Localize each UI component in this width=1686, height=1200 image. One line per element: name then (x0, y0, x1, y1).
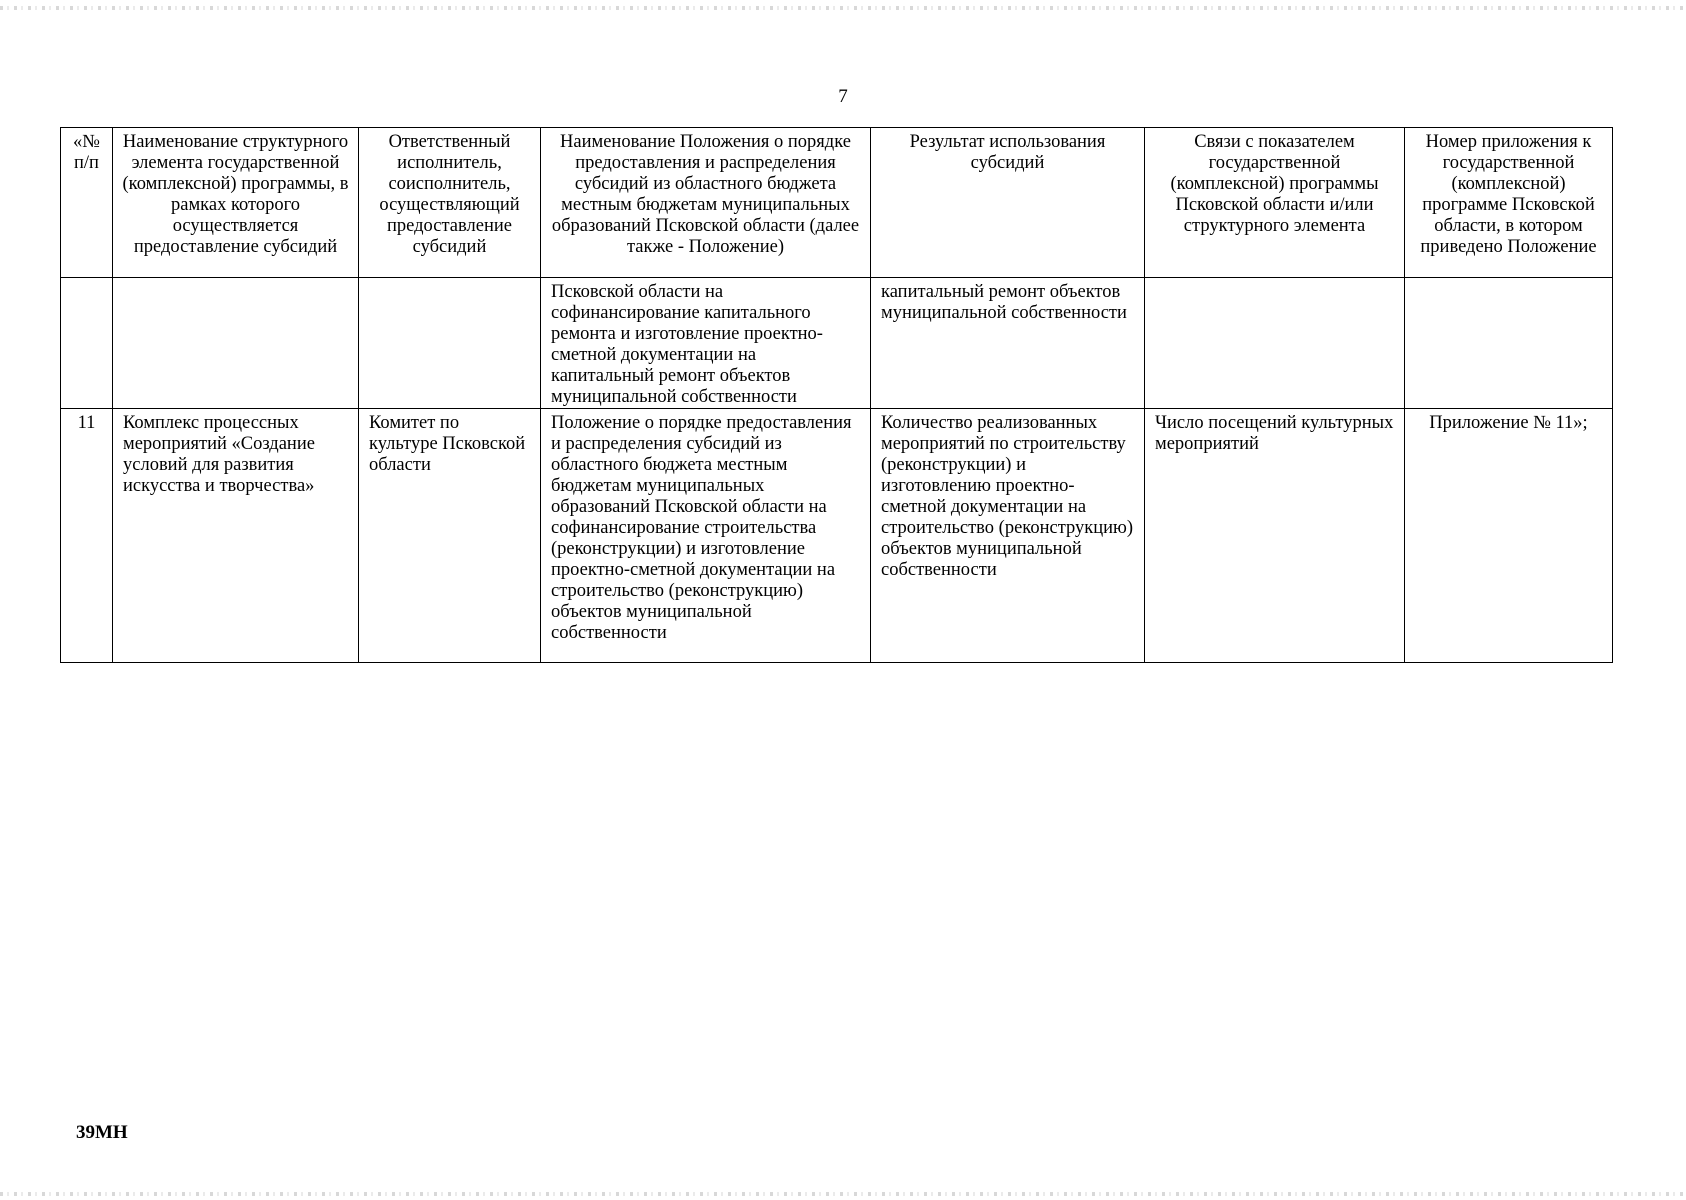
cell-indicator: Число посещений культурных мероприятий (1145, 409, 1405, 663)
header-indicator: Связи с показателем государственной (комплексной) программы Псковской области и/или структурного элемента (1145, 128, 1405, 278)
cell-regulation: Положение о порядке предоставления и распределения субсидий из областного бюджета местным бюджетам муниципальных образований Псковской области на софинансирование строительства (реконструкции) и изготовление проектно-сметной документации на строительство (реконструкцию) объектов муниципальной собственности (541, 409, 871, 663)
header-appendix: Номер приложения к государственной (комплексной) программе Псковской области, в котором приведено Положение (1405, 128, 1613, 278)
header-result: Результат использования субсидий (871, 128, 1145, 278)
cell-regulation: Псковской области на софинансирование капитального ремонта и изготовление проектно-сметной документации на капитальный ремонт объектов муниципальной собственности (541, 278, 871, 409)
scan-edge-bottom (0, 1192, 1686, 1196)
table-row (61, 409, 1613, 663)
cell-result: капитальный ремонт объектов муниципальной собственности (871, 278, 1145, 409)
cell-appendix: Приложение № 11»; (1405, 409, 1613, 663)
header-executor: Ответственный исполнитель, соисполнитель, осуществляющий предоставление субсидий (359, 128, 541, 278)
scan-edge-top (0, 6, 1686, 10)
header-element: Наименование структурного элемента государственной (комплексной) программы, в рамках которого осуществляется предоставление субсидий (113, 128, 359, 278)
cell-executor: Комитет по культуре Псковской области (359, 409, 541, 663)
cell-appendix (1405, 278, 1613, 409)
document-code: 39МН (76, 1122, 128, 1143)
cell-indicator (1145, 278, 1405, 409)
cell-result: Количество реализованных мероприятий по строительству (реконструкции) и изготовлению проектно-сметной документации на строительство (реконструкцию) объектов муниципальной собственности (871, 409, 1145, 663)
subsidies-table (60, 127, 1613, 663)
header-num: «№ п/п (61, 128, 113, 278)
header-regulation: Наименование Положения о порядке предоставления и распределения субсидий из областного бюджета местным бюджетам муниципальных образований Псковской области (далее также - Положение) (541, 128, 871, 278)
table-row (61, 278, 1613, 409)
cell-element: Комплекс процессных мероприятий «Создание условий для развития искусства и творчества» (113, 409, 359, 663)
page-number: 7 (838, 86, 848, 107)
cell-element (113, 278, 359, 409)
cell-num: 11 (61, 409, 113, 663)
cell-executor (359, 278, 541, 409)
cell-num (61, 278, 113, 409)
table-header-row (61, 128, 1613, 278)
